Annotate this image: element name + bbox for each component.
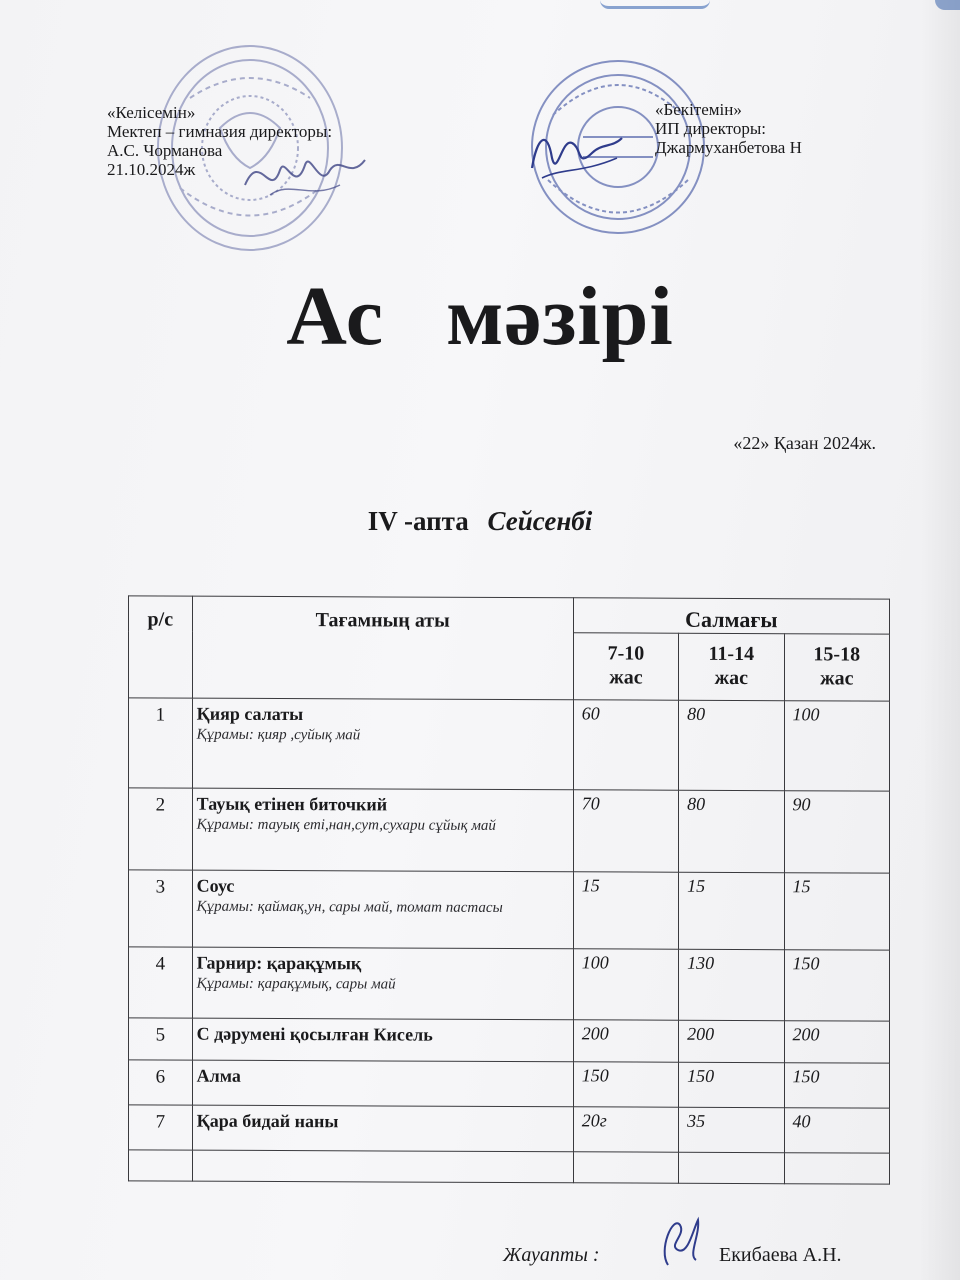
- header-age-15-18: [784, 634, 889, 701]
- weight-11-14: 80: [679, 790, 784, 872]
- row-number: 6: [129, 1060, 193, 1105]
- row-number: 1: [129, 698, 193, 788]
- dish-name: Тауық етінен биточкий: [196, 793, 388, 815]
- table-row: [129, 698, 890, 791]
- weight-15-18: 90: [784, 791, 889, 873]
- dish-cell: [192, 698, 573, 790]
- header-number: р/с: [129, 596, 193, 698]
- dish-composition: Құрамы: тауық еті,нан,сут,сухари сұйық май: [196, 816, 496, 834]
- dish-name: Қияр салаты: [196, 703, 304, 725]
- table-row: [129, 1105, 890, 1153]
- dish-composition: Құрамы: қарақұмық, сары май: [196, 975, 396, 993]
- approval-block: [655, 100, 802, 157]
- blank-cell: [192, 1150, 573, 1183]
- week-number: IV -апта: [367, 506, 469, 536]
- menu-table: [128, 595, 890, 1184]
- blank-cell: [573, 1152, 678, 1183]
- agreement-date: 21.10.2024ж: [107, 160, 196, 179]
- row-number: 2: [129, 788, 193, 870]
- weight-7-10: 200: [573, 1020, 678, 1062]
- corner-stamp-fragment: [935, 0, 960, 10]
- age-range: 15-18: [813, 643, 861, 666]
- agreement-signer: А.С. Чорманова: [107, 141, 223, 160]
- weight-11-14: 80: [679, 700, 784, 790]
- weight-7-10: 70: [573, 790, 678, 872]
- weight-11-14: 150: [679, 1062, 784, 1107]
- weight-15-18: 200: [784, 1021, 889, 1063]
- weight-15-18: 15: [784, 873, 889, 950]
- weight-11-14: 130: [679, 949, 784, 1020]
- weight-7-10: 20г: [573, 1107, 678, 1152]
- row-number: 3: [129, 870, 193, 947]
- approval-position: ИП директоры:: [655, 119, 766, 138]
- weight-11-14: 200: [679, 1020, 784, 1062]
- table-row: [129, 1018, 890, 1063]
- table-row: [129, 947, 890, 1021]
- row-number: 7: [129, 1105, 193, 1150]
- menu-date: «22» Қазан 2024ж.: [733, 433, 876, 453]
- dish-cell: [192, 1105, 573, 1152]
- header-age-7-10: [573, 633, 678, 700]
- top-stamp-fragment: [600, 0, 710, 9]
- age-unit: жас: [820, 667, 854, 690]
- page-title: Ас мәзірі: [286, 270, 674, 363]
- blank-cell: [129, 1150, 193, 1181]
- weight-7-10: 100: [573, 949, 678, 1020]
- dish-cell: [192, 788, 573, 872]
- agreement-position: Мектеп – гимназия директоры:: [107, 122, 333, 141]
- dish-name: Соус: [196, 875, 235, 896]
- dish-cell: [192, 1060, 573, 1107]
- dish-cell: [192, 870, 573, 949]
- weight-15-18: 150: [784, 1063, 889, 1108]
- week-heading: [0, 506, 960, 537]
- age-unit: жас: [609, 666, 643, 689]
- weight-15-18: 40: [784, 1108, 889, 1153]
- blank-cell: [679, 1152, 784, 1183]
- responsible-line: [503, 1244, 842, 1267]
- table-blank-row: [129, 1150, 890, 1184]
- weight-7-10: 15: [573, 872, 678, 949]
- dish-name: Қара бидай наны: [196, 1110, 339, 1132]
- week-day: Сейсенбі: [487, 506, 593, 536]
- right-signature-icon: [522, 118, 632, 188]
- weight-15-18: 150: [784, 950, 889, 1021]
- age-range: 11-14: [708, 642, 755, 666]
- responsible-name: Екибаева А.Н.: [719, 1244, 842, 1266]
- dish-name: Алма: [196, 1065, 241, 1086]
- responsible-signature-icon: [648, 1210, 708, 1270]
- dish-composition: Құрамы: қаймақ,ун, сары май, томат пастасы: [196, 898, 503, 916]
- weight-7-10: 60: [573, 700, 678, 790]
- weight-11-14: 35: [679, 1107, 784, 1152]
- weight-7-10: 150: [573, 1062, 678, 1107]
- page-shadow: [920, 0, 960, 1280]
- agreement-block: [107, 103, 332, 179]
- table-row: [129, 870, 890, 950]
- weight-15-18: 100: [784, 701, 889, 791]
- agreement-heading: «Келісемін»: [107, 103, 196, 122]
- age-unit: жас: [714, 666, 749, 690]
- weight-11-14: 15: [679, 872, 784, 949]
- dish-composition: Құрамы: қияр ,суйық май: [196, 726, 361, 744]
- header-age-11-14: [679, 633, 784, 700]
- table-header-row: [129, 596, 890, 634]
- approval-signer: Джармуханбетова Н: [655, 138, 802, 157]
- row-number: 5: [129, 1018, 193, 1060]
- dish-cell: [192, 1018, 573, 1062]
- header-weight: Салмағы: [573, 598, 889, 634]
- dish-name: С дәрумені қосылған Кисель: [196, 1023, 433, 1045]
- table-row: [129, 1060, 890, 1108]
- table-row: [129, 788, 890, 873]
- header-dish-name: Тағамның аты: [192, 596, 573, 700]
- age-range: 7-10: [607, 642, 645, 665]
- row-number: 4: [129, 947, 193, 1018]
- dish-cell: [192, 947, 573, 1020]
- blank-cell: [784, 1153, 889, 1184]
- approval-heading: «Бекітемін»: [655, 100, 742, 119]
- dish-name: Гарнир: қарақұмық: [196, 952, 362, 974]
- responsible-label: Жауапты :: [503, 1244, 600, 1266]
